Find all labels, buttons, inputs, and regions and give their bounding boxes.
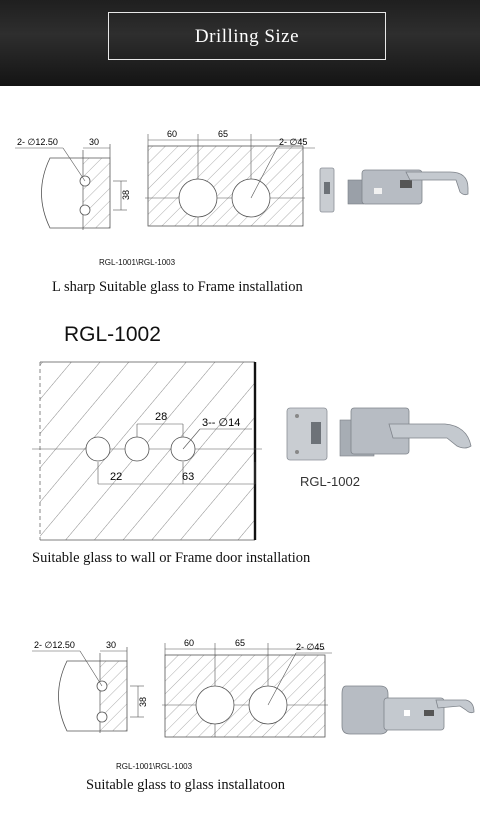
drawing-plate-2 bbox=[22, 352, 292, 542]
dim-hole-small-3: 2- ∅12.50 bbox=[34, 640, 75, 650]
model-label-1: RGL-1001\RGL-1003 bbox=[99, 258, 176, 267]
product-image-lock-2 bbox=[285, 398, 475, 478]
dim-offset-3: 30 bbox=[106, 640, 117, 650]
drawing-large-plate-3 bbox=[162, 633, 342, 743]
dim-hole-spacing: 28 bbox=[155, 411, 168, 423]
caption-3: Suitable glass to glass installatoon bbox=[86, 777, 285, 793]
header-title-frame bbox=[108, 12, 386, 60]
section-2-title: RGL-1002 bbox=[64, 323, 161, 346]
caption-1: L sharp Suitable glass to Frame installation bbox=[52, 279, 303, 295]
drawing-large-plate-1 bbox=[145, 128, 325, 238]
caption-2: Suitable glass to wall or Frame door installation bbox=[32, 550, 311, 566]
product-label-2: RGL-1002 bbox=[300, 474, 360, 489]
dim-hole-count: 3-- ∅14 bbox=[202, 417, 241, 429]
drawing-small-plate-1 bbox=[15, 130, 155, 240]
product-image-lock-3 bbox=[340, 680, 480, 740]
dim-left: 22 bbox=[110, 471, 123, 483]
model-label-3: RGL-1001\RGL-1003 bbox=[116, 762, 193, 771]
dim-right: 63 bbox=[182, 471, 195, 483]
drawing-small-plate-3 bbox=[32, 633, 172, 743]
dim-hole-large-3: 2- ∅45 bbox=[296, 642, 325, 652]
dim-offset: 30 bbox=[89, 137, 100, 147]
product-image-lock-1 bbox=[318, 148, 478, 228]
dim-spacing-3: 38 bbox=[138, 696, 148, 707]
header-banner bbox=[0, 0, 480, 86]
dim-spacing: 38 bbox=[121, 189, 131, 200]
dim-hole-large: 2- ∅45 bbox=[279, 137, 308, 147]
dim-width-1: 60 bbox=[167, 129, 178, 139]
dim-width-2: 65 bbox=[218, 129, 229, 139]
dim-width-2-3: 65 bbox=[235, 638, 246, 648]
dim-width-1-3: 60 bbox=[184, 638, 195, 648]
page-title: Drilling Size bbox=[194, 26, 300, 47]
dim-hole-small: 2- ∅12.50 bbox=[17, 137, 58, 147]
